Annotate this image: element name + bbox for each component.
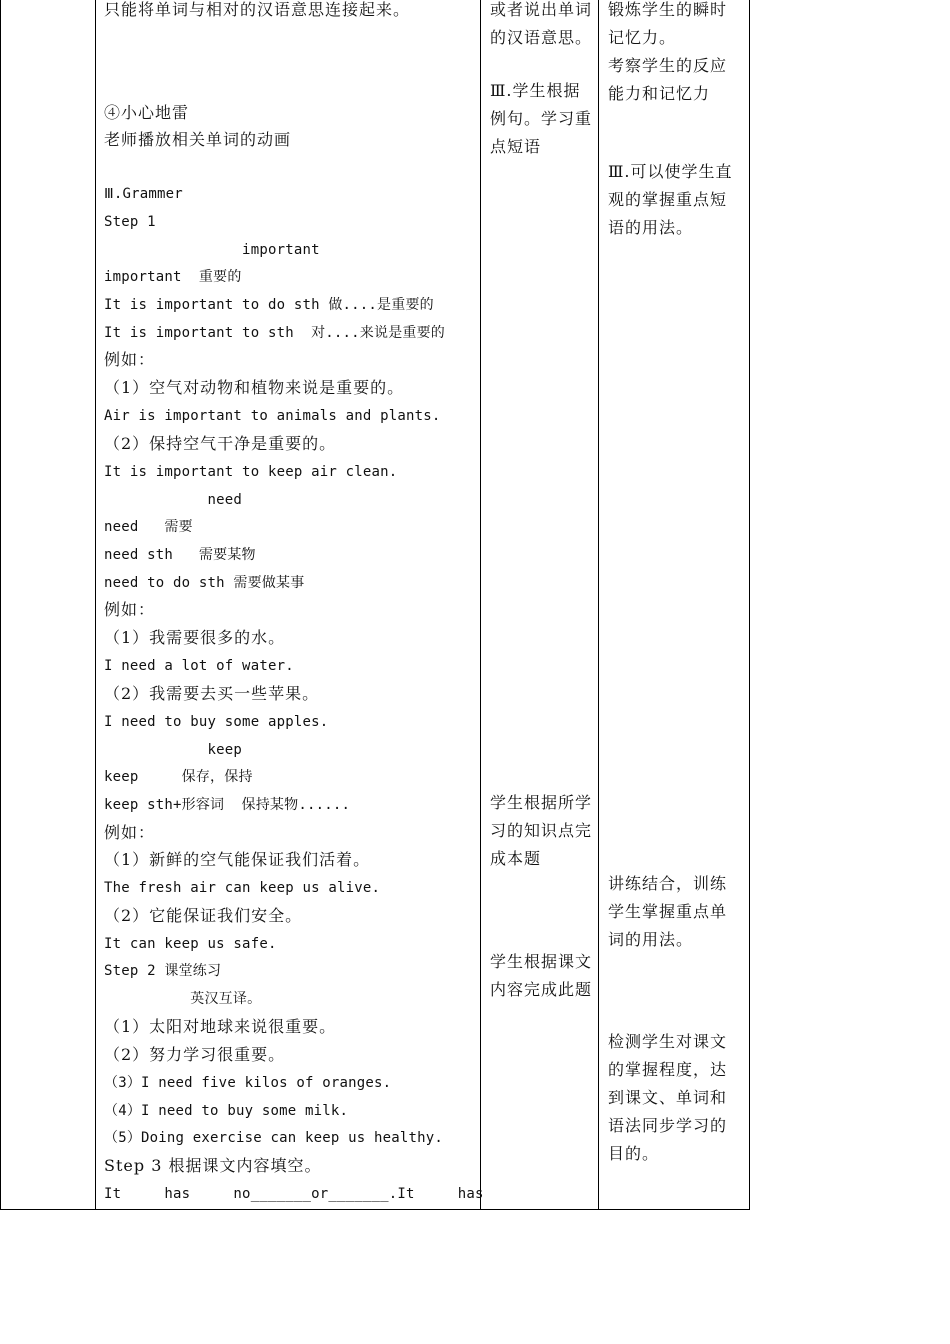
col2-line: It can keep us safe. xyxy=(104,936,277,952)
col4-line: 词的用法。 xyxy=(608,930,694,949)
col2-line: It is important to do sth 做....是重要的 xyxy=(104,297,434,313)
col2-line: Air is important to animals and plants. xyxy=(104,408,441,424)
col2-line: （5）Doing exercise can keep us healthy. xyxy=(104,1130,444,1146)
col2-line: It is important to keep air clean. xyxy=(104,464,398,480)
col4-line: 学生掌握重点单 xyxy=(608,902,728,921)
col2-line: need sth 需要某物 xyxy=(104,547,256,563)
col2-line: need to do sth 需要做某事 xyxy=(104,575,305,591)
col3-line: Ⅲ.学生根据 xyxy=(490,81,581,100)
col3-line: 学生根据所学 xyxy=(490,793,593,812)
col2-line: 英汉互译。 xyxy=(104,991,262,1007)
col2-line: The fresh air can keep us alive. xyxy=(104,880,381,896)
col3-line: 成本题 xyxy=(490,849,542,868)
column-divider-3 xyxy=(598,0,599,1210)
table-border-right xyxy=(749,0,750,1210)
col2-line: （4）I need to buy some milk. xyxy=(104,1103,349,1119)
col4-line: 语法同步学习的 xyxy=(608,1116,728,1135)
col2-line: 只能将单词与相对的汉语意思连接起来。 xyxy=(104,0,411,19)
col2-line: （1）我需要很多的水。 xyxy=(104,628,286,647)
col2-line: 例如： xyxy=(104,350,156,369)
col2-line: It has no_______or_______.It has xyxy=(104,1186,484,1202)
col2-line: important xyxy=(104,242,320,258)
col4-line: 讲练结合，训练 xyxy=(608,874,728,893)
column-divider-1 xyxy=(95,0,96,1210)
table-border-left xyxy=(0,0,1,1210)
col4-line: 目的。 xyxy=(608,1144,660,1163)
col3-line: 内容完成此题 xyxy=(490,980,593,999)
col2-line: It is important to sth 对....来说是重要的 xyxy=(104,325,446,341)
col2-line: （1）新鲜的空气能保证我们活着。 xyxy=(104,850,371,869)
col4-line: 观的掌握重点短 xyxy=(608,190,728,209)
col2-line: need 需要 xyxy=(104,519,193,535)
col3-line: 例句。学习重 xyxy=(490,109,593,128)
col2-line: ④小心地雷 xyxy=(104,103,190,122)
table-border-bottom xyxy=(0,1209,750,1210)
col2-line: Step 3 根据课文内容填空。 xyxy=(104,1156,322,1175)
col2-line: 例如： xyxy=(104,600,156,619)
col4-line: 锻炼学生的瞬时 xyxy=(608,0,728,19)
col2-line: Step 1 xyxy=(104,214,156,230)
col2-line: Ⅲ.Grammer xyxy=(104,186,183,202)
col2-line: （2）它能保证我们安全。 xyxy=(104,906,303,925)
col2-line: need xyxy=(104,492,243,508)
col4-line: 的掌握程度，达 xyxy=(608,1060,728,1079)
col2-line: （2）我需要去买一些苹果。 xyxy=(104,684,320,703)
col2-line: important 重要的 xyxy=(104,269,242,285)
col4-line: 能力和记忆力 xyxy=(608,84,711,103)
col4-line: 考察学生的反应 xyxy=(608,56,728,75)
col3-line: 点短语 xyxy=(490,137,542,156)
col2-line: （3）I need five kilos of oranges. xyxy=(104,1075,392,1091)
col2-line: （2）努力学习很重要。 xyxy=(104,1045,286,1064)
col3-line: 的汉语意思。 xyxy=(490,28,593,47)
col2-line: （1）太阳对地球来说很重要。 xyxy=(104,1017,337,1036)
col2-line: I need a lot of water. xyxy=(104,658,294,674)
column-divider-2 xyxy=(480,0,481,1210)
col2-line: 例如： xyxy=(104,823,156,842)
col4-line: 检测学生对课文 xyxy=(608,1032,728,1051)
col2-line: keep 保存，保持 xyxy=(104,769,253,785)
col2-line: 老师播放相关单词的动画 xyxy=(104,130,292,149)
col4-line: 语的用法。 xyxy=(608,218,694,237)
col4-line: 记忆力。 xyxy=(608,28,677,47)
col2-line: keep xyxy=(104,742,243,758)
col3-line: 或者说出单词 xyxy=(490,0,593,19)
col2-line: keep sth+形容词 保持某物...... xyxy=(104,797,351,813)
col3-line: 习的知识点完 xyxy=(490,821,593,840)
col2-line: （2）保持空气干净是重要的。 xyxy=(104,434,337,453)
col4-line: 到课文、单词和 xyxy=(608,1088,728,1107)
col2-line: Step 2 课堂练习 xyxy=(104,963,222,979)
col3-line: 学生根据课文 xyxy=(490,952,593,971)
col2-line: （1）空气对动物和植物来说是重要的。 xyxy=(104,378,405,397)
col4-line: Ⅲ.可以使学生直 xyxy=(608,162,733,181)
col2-line: I need to buy some apples. xyxy=(104,714,329,730)
